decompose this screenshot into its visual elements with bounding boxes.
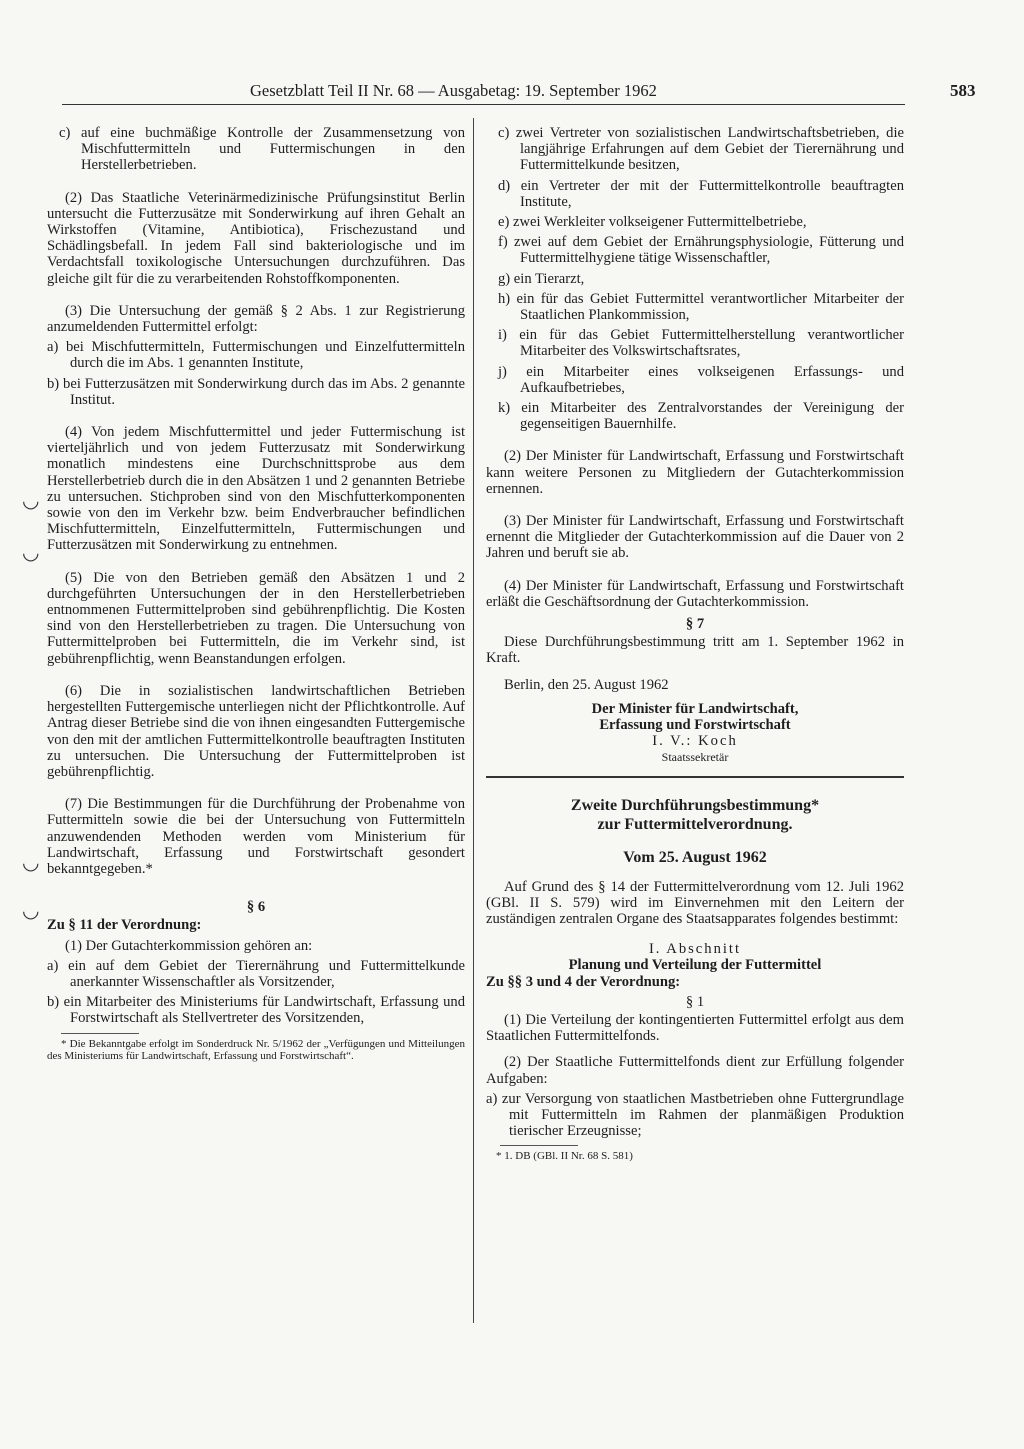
signatory: I. V.: Koch xyxy=(652,733,738,750)
section-heading: I. Abschnitt xyxy=(648,941,742,958)
right-column xyxy=(486,125,904,1163)
list-item: k) ein Mitarbeiter des Zentralvorstandes der Vereinigung der gegenseitigen Bauernhilfe. xyxy=(498,400,904,433)
signatory-title: Staatssekretär xyxy=(661,749,729,764)
running-header: Gesetzblatt Teil II Nr. 68 — Ausgabetag: 19. September 1962 xyxy=(250,81,657,100)
footnote: * 1. DB (GBl. II Nr. 68 S. 581) xyxy=(496,1150,633,1163)
paragraph: (2) Der Minister für Landwirtschaft, Erfassung und Forstwirtschaft kann weitere Personen zu Mitgliedern der Gutachterkommission ernennen. xyxy=(486,448,904,497)
section-heading: § 6 xyxy=(246,899,266,916)
list-item: h) ein für das Gebiet Futtermittel verantwortlicher Mitarbeiter der Staatlichen Plankommission, xyxy=(498,290,904,324)
list-item: g) ein Tierarzt, xyxy=(498,270,585,287)
section-title: Planung und Verteilung der Futtermittel xyxy=(568,957,822,974)
footnote: * Die Bekanntgabe erfolgt im Sonderdruck Nr. 5/1962 der „Verfügungen und Mitteilungen des Ministeriums für Landwirtschaft, Erfassung und Forstwirtschaft“. xyxy=(47,1037,465,1063)
list-item: a) bei Mischfuttermitteln, Futtermischungen und Einzelfuttermitteln durch die im Abs. 1 genannten Institute, xyxy=(47,339,465,372)
list-item: e) zwei Werkleiter volkseigener Futtermittelbetriebe, xyxy=(498,214,807,231)
signature-line: Erfassung und Forstwirtschaft xyxy=(599,717,791,734)
paragraph: (5) Die von den Betrieben gemäß den Absätzen 1 und 2 durchgeführten Untersuchungen der in den Herstellerbetrieben entnommenen Futtermittelproben sind gebührenpflichtig. Die Kosten sind von den Herstellerbetrieben zu tragen. Die Untersuchung von Futtermittelproben bei Futtermitteln, die im Verkehr sind, ist gebührenpflichtig, wenn Beanstandungen erfolgen. xyxy=(47,569,465,667)
list-item: c) zwei Vertreter von sozialistischen Landwirtschaftsbetrieben, die langjährige Erfahrungen auf dem Gebiet der Tierernährung und Futtermittelkunde besitzen, xyxy=(498,125,904,174)
document-title: zur Futtermittelverordnung. xyxy=(597,815,793,833)
left-column xyxy=(47,125,465,1063)
separator-rule xyxy=(486,776,904,778)
margin-mark: ◡ xyxy=(22,850,40,874)
margin-mark: ◡ xyxy=(22,488,40,512)
list-item: a) zur Versorgung von staatlichen Mastbetrieben ohne Futtergrundlage mit Futtermitteln im Rahmen der planmäßigen Produktion tierischer Erzeugnisse; xyxy=(486,1090,904,1140)
footnote-rule xyxy=(61,1033,139,1034)
section-subheading: Zu §§ 3 und 4 der Verordnung: xyxy=(486,973,681,990)
list-item: f) zwei auf dem Gebiet der Ernährungsphysiologie, Fütterung und Futtermittelhygiene tätige Wissenschaftler, xyxy=(498,234,904,267)
paragraph: (6) Die in sozialistischen landwirtschaftlichen Betrieben hergestellten Futtergemische unterliegen nicht der Pflichtkontrolle. Auf Antrag dieser Betriebe sind die von ihnen eingesandten Futtergemische von den mit der amtlichen Futtermittelkontrolle beauftragten Instituten zu untersuchen. Die Untersuchung der Futtermittelproben ist gebührenpflichtig. xyxy=(47,682,465,780)
paragraph: (3) Der Minister für Landwirtschaft, Erfassung und Forstwirtschaft ernennt die Mitglieder der Gutachterkommission auf die Dauer von 2 Jahren und beruft sie ab. xyxy=(486,513,904,562)
header-rule xyxy=(62,104,905,105)
list-item: b) ein Mitarbeiter des Ministeriums für Landwirtschaft, Erfassung und Forstwirtschaft als Stellvertreter des Vorsitzenden, xyxy=(47,994,465,1027)
signature-line: Der Minister für Landwirtschaft, xyxy=(591,700,799,717)
list-item: j) ein Mitarbeiter eines volkseigenen Erfassungs- und Aufkaufbetriebes, xyxy=(498,363,904,396)
document-title: Zweite Durchführungsbestimmung* xyxy=(570,796,820,814)
list-item: i) ein für das Gebiet Futtermittelherstellung verantwortlicher Mitarbeiter des Volkswirtschaftsrates, xyxy=(498,327,904,360)
section-heading: § 1 xyxy=(685,993,705,1010)
margin-mark: ◡ xyxy=(22,898,40,922)
section-heading: § 7 xyxy=(685,616,705,633)
list-item: d) ein Vertreter der mit der Futtermittelkontrolle beauftragten Institute, xyxy=(498,177,904,210)
paragraph: (4) Der Minister für Landwirtschaft, Erfassung und Forstwirtschaft erläßt die Geschäftsordnung der Gutachterkommission. xyxy=(486,577,904,610)
footnote-rule xyxy=(500,1145,578,1146)
paragraph: Auf Grund des § 14 der Futtermittelverordnung vom 12. Juli 1962 (GBl. II S. 579) wird im Einvernehmen mit den Leitern der zuständigen zentralen Organe des Staatsapparates folgendes bestimmt: xyxy=(486,878,904,927)
margin-mark: ◡ xyxy=(22,540,40,564)
list-item: b) bei Futterzusätzen mit Sonderwirkung durch das im Abs. 2 genannte Institut. xyxy=(47,375,465,408)
paragraph: (1) Die Verteilung der kontingentierten Futtermittel erfolgt aus dem Staatlichen Futtermittelfonds. xyxy=(486,1011,904,1045)
paragraph: (4) Von jedem Mischfuttermittel und jeder Futtermischung ist vierteljährlich und von jedem Futterzusatz mit Sonderwirkung monatlich mindestens eine Durchschnittsprobe aus dem Herstellerbetrieb durch die in den Absätzen 1 und 2 genannten Betriebe zu untersuchen. Stichproben sind von den Mischfutterkomponenten sowie von den im Verkehr bzw. beim Endverbraucher befindlichen Mischfuttermitteln, Einzelfuttermitteln, Futtermischungen und Futterzusätzen mit Sonderwirkung zu entnehmen. xyxy=(47,424,465,554)
paragraph: (3) Die Untersuchung der gemäß § 2 Abs. 1 zur Registrierung anzumeldenden Futtermittel erfolgt: xyxy=(47,302,465,336)
document-date: Vom 25. August 1962 xyxy=(623,848,767,866)
paragraph: (2) Der Staatliche Futtermittelfonds dient zur Erfüllung folgender Aufgaben: xyxy=(486,1054,904,1087)
place-date: Berlin, den 25. August 1962 xyxy=(504,676,669,693)
list-item: a) ein auf dem Gebiet der Tierernährung und Futtermittelkunde anerkannter Wissenschaftler als Vorsitzender, xyxy=(47,957,465,990)
section-subheading: Zu § 11 der Verordnung: xyxy=(47,917,202,934)
paragraph: Diese Durchführungsbestimmung tritt am 1. September 1962 in Kraft. xyxy=(486,634,904,667)
column-divider xyxy=(473,118,474,1323)
paragraph: (7) Die Bestimmungen für die Durchführung der Probenahme von Futtermitteln sowie die bei der Untersuchung von Futtermitteln anzuwendenden Methoden werden vom Ministerium für Landwirtschaft, Erfassung und Forstwirtschaft gesondert bekanntgegeben.* xyxy=(47,796,465,877)
list-item: c) auf eine buchmäßige Kontrolle der Zusammensetzung von Mischfuttermitteln und Futtermischungen in den Herstellerbetrieben. xyxy=(59,125,465,174)
paragraph: (2) Das Staatliche Veterinärmedizinische Prüfungsinstitut Berlin untersucht die Futterzusätze mit Sonderwirkung auf ihren Gehalt an Wirkstoffen (Vitamine, Antibiotica), Frischezustand und Schädlingsbefall. In jedem Fall sind bakteriologische und im Verdachtsfall toxikologische Untersuchungen durchzuführen. Das gleiche gilt für die zu verarbeitenden Rohstoffkomponenten. xyxy=(47,189,465,287)
paragraph: (1) Der Gutachterkommission gehören an: xyxy=(65,937,313,954)
page-number: 583 xyxy=(950,81,976,100)
